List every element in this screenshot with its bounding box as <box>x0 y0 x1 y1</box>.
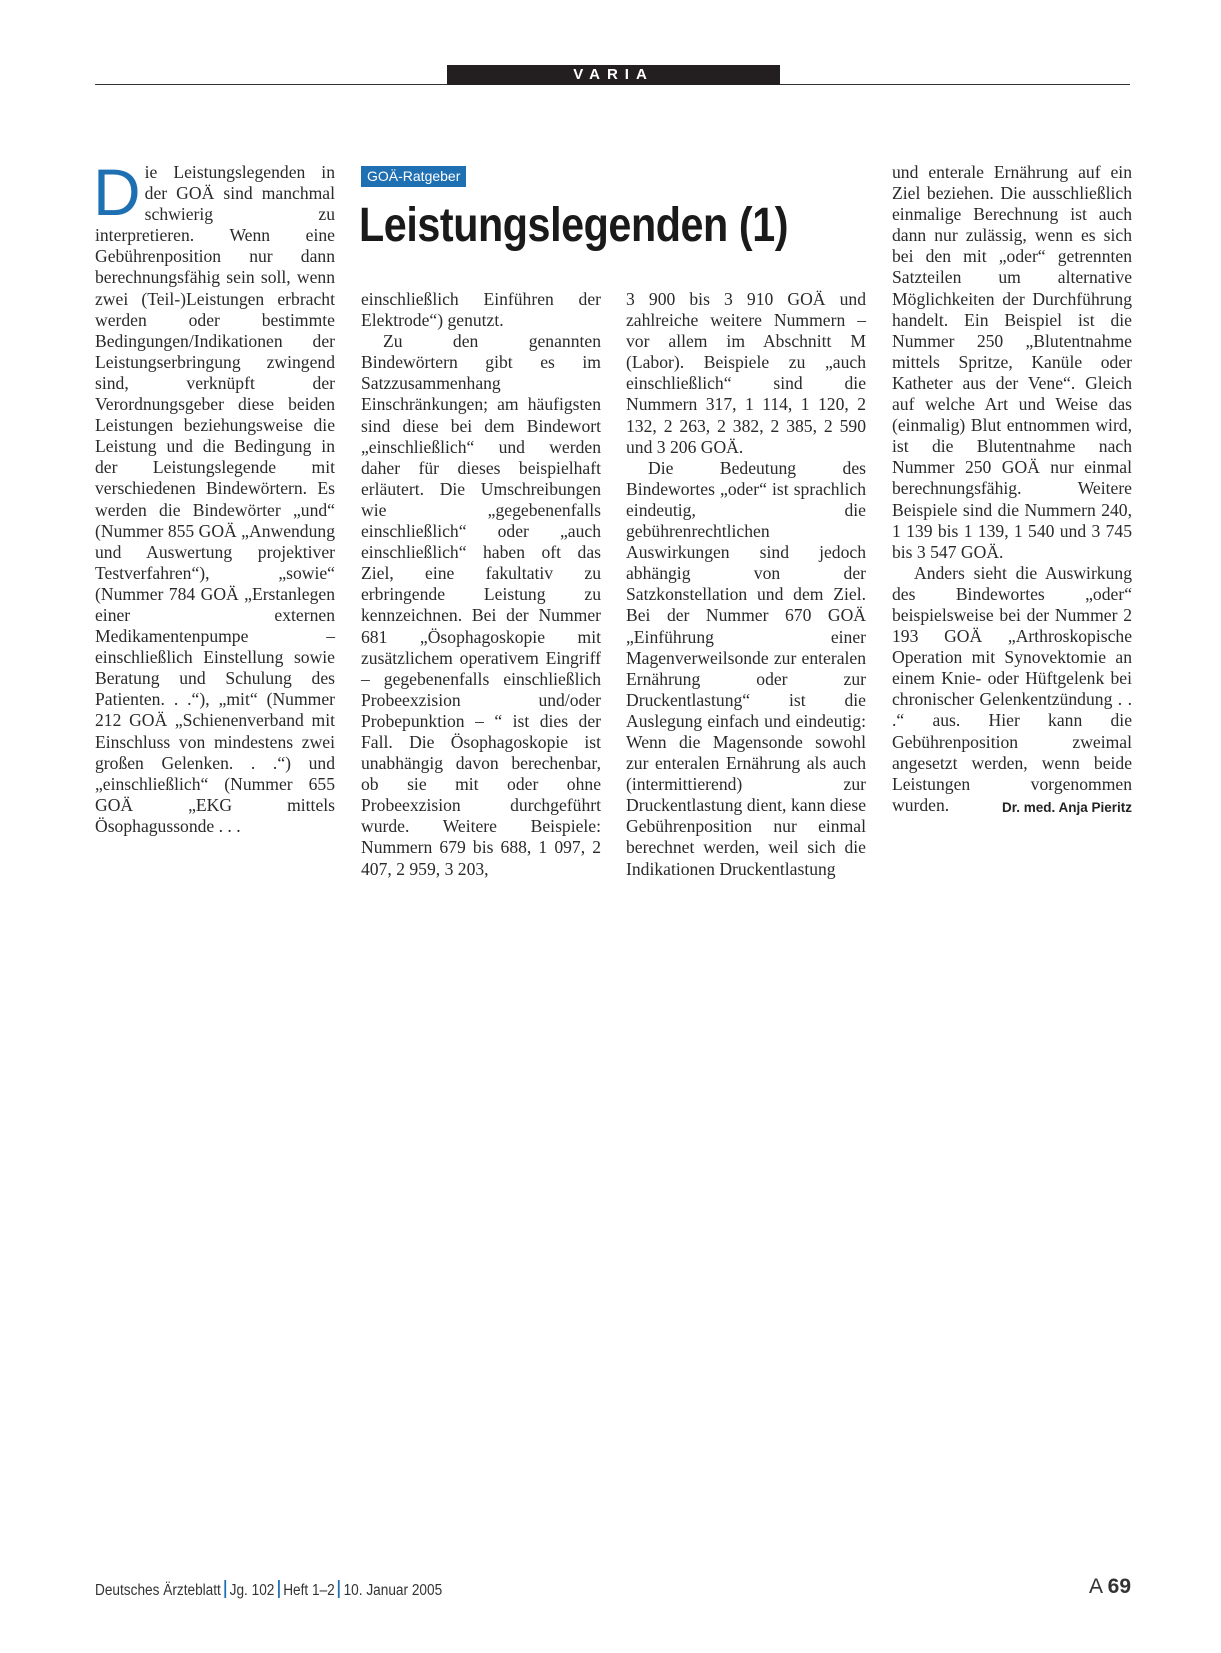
article-column-3 <box>626 289 866 880</box>
paragraph-text: ie Leistungslegenden in der GOÄ sind manchmal schwierig zu interpretieren. Wenn eine Gebührenposition nur dann berechnungsfähig sein soll, wenn zwei (Teil-)Leistungen erbracht werden oder bestimmte Bedingungen/Indikationen der Leistungserbringung zwingend sind, verknüpft der Verordnungsgeber diese beiden Leistungen beziehungsweise die Leistung und die Bedingung in der Leistungslegende mit verschiedenen Bindewörtern. Es werden die Bindewörter „und“ (Nummer 855 GOÄ „Anwendung und Auswertung projektiver Testverfahren“), „sowie“ (Nummer 784 GOÄ „Erstanlegen einer externen Medikamentenpumpe – einschließlich Einstellung sowie Beratung und Schulung des Patienten. . .“), „mit“ (Nummer 212 GOÄ „Schienenverband mit Einschluss von mindestens zwei großen Gelenken. . .“) und „einschließlich“ (Nummer 655 GOÄ „EKG mittels Ösophagussonde . . . <box>95 162 335 836</box>
paragraph: Die Bedeutung des Bindewortes „oder“ ist sprachlich eindeutig, die gebührenrechtlichen Auswirkungen sind jedoch abhängig von der Satzkonstellation und dem Ziel. Bei der Nummer 670 GOÄ „Einführung einer Magenverweilsonde zur enteralen Ernährung oder zur Druckentlastung“ ist die Auslegung einfach und eindeutig: Wenn die Magensonde sowohl zur enteralen Ernährung als auch (intermittierend) zur Druckentlastung dient, kann diese Gebührenposition nur einmal berechnet werden, weil sich die Indikationen Druckentlastung <box>626 457 866 879</box>
kicker-badge: GOÄ-Ratgeber <box>361 166 466 187</box>
drop-cap: D <box>93 155 141 229</box>
paragraph <box>892 563 1132 816</box>
separator <box>278 1580 280 1598</box>
section-label: VARIA <box>447 65 780 85</box>
paragraph: einschließlich Einführen der Elektrode“) genutzt. <box>361 289 601 331</box>
paragraph <box>93 155 335 837</box>
article-headline: Leistungslegenden (1) <box>359 199 789 252</box>
paragraph: 3 900 bis 3 910 GOÄ und zahlreiche weitere Nummern – vor allem im Abschnitt M (Labor). Beispiele zu „auch einschließlich“ sind die Nummern 317, 1 114, 1 120, 2 132, 2 263, 2 382, 2 385, 2 590 und 3 206 GOÄ. <box>626 289 866 457</box>
paragraph: Zu den genannten Bindewörtern gibt es im Satzzusammenhang Einschränkungen; am häufigsten sind diese bei dem Bindewort „einschließlich“ und werden daher für dieses beispielhaft erläutert. Die Umschreibungen wie „gegebenenfalls einschließlich“ oder „auch einschließlich“ haben oft das Ziel, eine fakultativ zu erbringende Leistung zu kennzeichnen. Bei der Nummer 681 „Ösophagoskopie mit zusätzlichem operativem Eingriff – gegebenenfalls einschließlich Probeexzision und/oder Probepunktion – “ ist dies der Fall. Die Ösophagoskopie ist unabhängig davon berechenbar, ob sie mit oder ohne Probeexzision durchgeführt wurde. Weitere Beispiele: Nummern 679 bis 688, 1 097, 2 407, 2 959, 3 203, <box>361 331 601 879</box>
article-column-1 <box>93 155 335 837</box>
paragraph: und enterale Ernährung auf ein Ziel beziehen. Die ausschließlich einmalige Berechnung ist auch dann nur zulässig, wenn es sich bei den mit „oder“ getrennten Satzteilen um alternative Möglichkeiten der Durchführung handelt. Ein Beispiel ist die Nummer 250 „Blutentnahme mittels Spritze, Kanüle oder Katheter aus der Vene“. Gleich auf welche Art und Weise das (einmalig) Blut entnommen wird, ist die Blutentnahme nach Nummer 250 GOÄ nur einmal berechnungsfähig. Weitere Beispiele sind die Nummern 240, 1 139 bis 1 139, 1 540 und 3 745 bis 3 547 GOÄ. <box>892 162 1132 562</box>
separator <box>224 1580 226 1598</box>
separator <box>338 1580 340 1598</box>
page-number <box>1089 1575 1131 1599</box>
footer-citation <box>95 1580 442 1600</box>
article-column-4 <box>892 162 1132 818</box>
author-byline: Dr. med. Anja Pieritz <box>1001 799 1132 815</box>
journal-name: Deutsches Ärzteblatt <box>95 1582 221 1599</box>
volume: Jg. 102 <box>229 1582 275 1599</box>
paragraph-text: Anders sieht die Auswirkung des Bindewortes „oder“ beispielsweise bei der Nummer 2 193 GOÄ „Arthroskopische Operation mit Synovektomie an einem Knie- oder Hüftgelenk bei chronischer Gelenkentzündung . . .“ aus. Hier kann die Gebührenposition zweimal angesetzt werden, wenn beide Leistungen vorgenommen wurden. <box>892 562 1132 815</box>
page-prefix: A <box>1088 1575 1102 1598</box>
article-column-2 <box>361 289 601 880</box>
issue: Heft 1–2 <box>283 1582 335 1599</box>
page-number-value: 69 <box>1107 1575 1131 1598</box>
issue-date: 10. Januar 2005 <box>343 1582 443 1599</box>
